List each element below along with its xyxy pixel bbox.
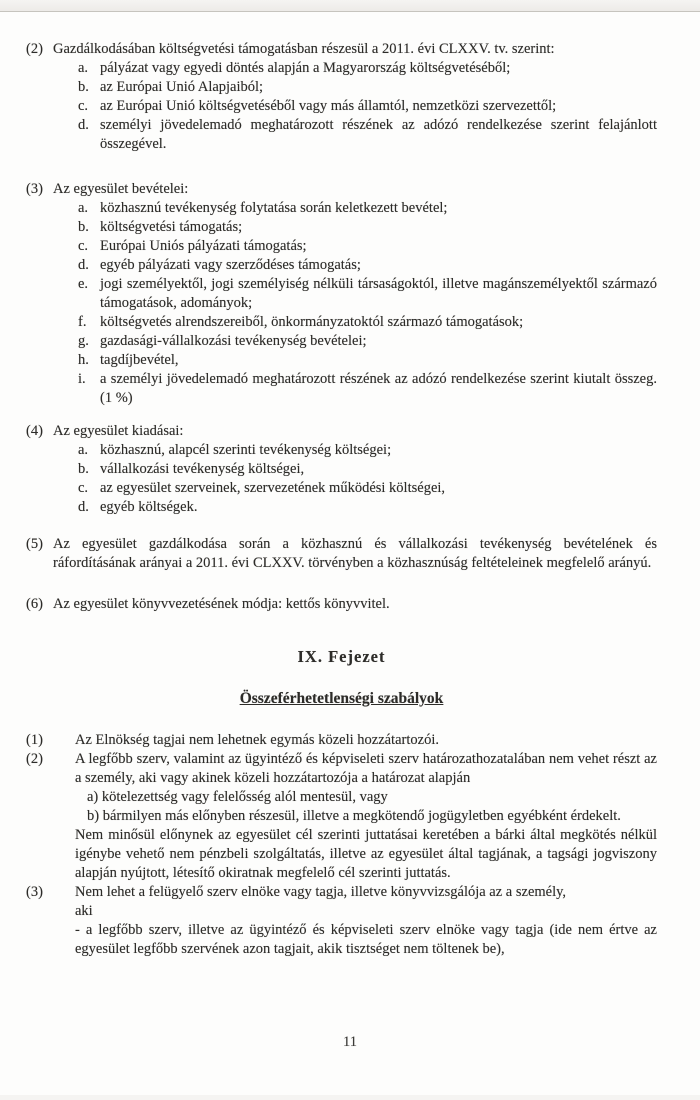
paragraph [26,750,657,883]
paragraph [26,731,657,750]
list-item [78,116,657,154]
paragraph-text: Az egyesület bevételei: [53,181,189,197]
item-label: c. [78,238,89,254]
paragraph-note: Nem minősül előnynek az egyesület cél szerinti juttatásai keretében a bárki által megkötés nélkül igénybe vehető nem pénzbeli szolgáltatás, illetve az egyesület által tagjának, a tagsági jogviszony alapján nyújtott, létesítő okiratnak megfelelő cél szerinti juttatás. [75,827,657,881]
letter-list [78,199,657,408]
chapter-subtitle: Összeférhetetlenségi szabályok [239,690,444,707]
item-text: az Európai Unió Alapjaiból; [100,79,264,95]
section-gazdalkodas [26,40,657,154]
paragraph-text: A legfőbb szerv, valamint az ügyintéző és képviseleti szerv határozathozatalában nem vehet részt az a személy, aki vagy akinek közeli hozzátartozója a határozat alapján [75,751,657,786]
list-item [78,351,657,370]
item-text: az egyesület szerveinek, szervezetének működési költségei, [100,480,446,496]
list-item [78,479,657,498]
paragraph-number: (1) [26,732,43,748]
letter-list [78,59,657,154]
list-item [78,97,657,116]
section-bevetelek [26,180,657,408]
item-text: költségvetés alrendszereiből, önkormányzatoktól származó támogatások; [100,314,524,330]
chapter-title: IX. Fejezet [297,647,386,666]
paragraph [26,883,657,959]
item-label: b. [78,461,89,477]
list-item [78,313,657,332]
item-text: közhasznú, alapcél szerinti tevékenység költségei; [100,442,392,458]
paragraph-text: Gazdálkodásában költségvetési támogatásban részesül a 2011. évi CLXXV. tv. szerint: [53,41,555,57]
item-label: h. [78,352,89,368]
section-aranyok [26,535,657,573]
item-label: i. [78,371,86,387]
item-label: a. [78,200,89,216]
item-text: vállalkozási tevékenység költségei, [100,461,305,477]
scan-edge-artifact-bottom [0,1095,700,1100]
paragraph-body [75,750,657,883]
section-kiadasok [26,422,657,517]
paragraph-number: (2) [26,41,43,57]
item-text: bármilyen más előnyben részesül, illetve a megkötendő jogügyletben egyébként érdekelt. [102,808,621,824]
item-label: g. [78,333,89,349]
list-item [78,256,657,275]
item-label: d. [78,499,89,515]
paragraph-text: Az egyesület könyvvezetésének módja: kettős könyvvitel. [53,596,390,612]
item-label: b) [87,808,100,824]
list-item [78,218,657,237]
item-text: jogi személyektől, jogi személyiség nélküli társaságoktól, illetve magánszemélyektől származó támogatások, adományok; [100,276,657,311]
paragraph-number: (6) [26,596,43,612]
letter-list [78,441,657,517]
paragraph [26,40,657,59]
item-text: személyi jövedelemadó meghatározott részének az adózó rendelkezése szerint felajánlott összegével. [100,117,657,152]
paragraph-body [75,883,657,959]
paragraph-text: Az egyesület kiadásai: [53,423,184,439]
paragraph-number: (2) [26,751,43,767]
item-text: egyéb pályázati vagy szerződéses támogatás; [100,257,361,273]
item-label: c. [78,98,89,114]
list-item [78,78,657,97]
paragraph-number: (3) [26,181,43,197]
paragraph-number: (4) [26,423,43,439]
item-text: tagdíjbevétel, [100,352,179,368]
list-item [78,59,657,78]
sub-point [75,788,657,807]
item-label: a. [78,442,89,458]
scan-edge-artifact-top [0,0,700,12]
list-item [78,441,657,460]
item-label: d. [78,257,89,273]
item-text: pályázat vagy egyedi döntés alapján a Magyarország költségvetéséből; [100,60,511,76]
paragraph-text: Az Elnökség tagjai nem lehetnek egymás közeli hozzátartozói. [75,732,439,748]
section-osszeferhetetlenseg [26,731,657,959]
paragraph-number: (5) [26,536,43,552]
item-label: f. [78,314,87,330]
item-text: gazdasági-vállalkozási tevékenység bevételei; [100,333,367,349]
sub-point [75,807,657,826]
item-label: e. [78,276,89,292]
paragraph-text: Nem lehet a felügyelő szerv elnöke vagy tagja, illetve könyvvizsgálója az a személy, [75,884,567,900]
paragraph-text-continuation: aki [75,903,93,919]
paragraph-text: Az egyesület gazdálkodása során a közhasznú és vállalkozási tevékenység bevételének és ráfordításának arányai a 2011. évi CLXXV. törvényben a közhasznúság feltételeinek megfelelő arányú. [53,536,657,571]
list-item [78,199,657,218]
list-item [78,370,657,408]
item-text: az Európai Unió költségvetéséből vagy más államtól, nemzetközi szervezettől; [100,98,557,114]
list-item [78,275,657,313]
document-content [26,40,657,959]
paragraph [26,535,657,573]
item-label: a) [87,789,99,805]
item-label: a. [78,60,89,76]
paragraph [26,595,657,614]
item-text: költségvetési támogatás; [100,219,243,235]
item-text: közhasznú tevékenység folytatása során keletkezett bevétel; [100,200,448,216]
item-label: b. [78,219,89,235]
item-label: d. [78,117,89,133]
paragraph [26,422,657,441]
item-text: a személyi jövedelemadó meghatározott részének az adózó rendelkezése szerint kiutalt összeg. (1 %) [100,371,657,406]
list-item [78,332,657,351]
item-text: kötelezettség vagy felelősség alól mentesül, vagy [101,789,388,805]
page-number: 11 [343,1034,357,1050]
item-label: b. [78,79,89,95]
section-konyvvezetes [26,595,657,614]
list-item [78,237,657,256]
item-text: egyéb költségek. [100,499,198,515]
dash-point: - a legfőbb szerv, illetve az ügyintéző és képviseleti szerv elnöke vagy tagja (ide nem értve az egyesület legfőbb szervének azon tagjait, akik tisztséget nem töltenek be), [75,922,657,957]
paragraph [26,180,657,199]
paragraph-number: (3) [26,884,43,900]
item-text: Európai Uniós pályázati támogatás; [100,238,307,254]
list-item [78,460,657,479]
list-item [78,498,657,517]
item-label: c. [78,480,89,496]
